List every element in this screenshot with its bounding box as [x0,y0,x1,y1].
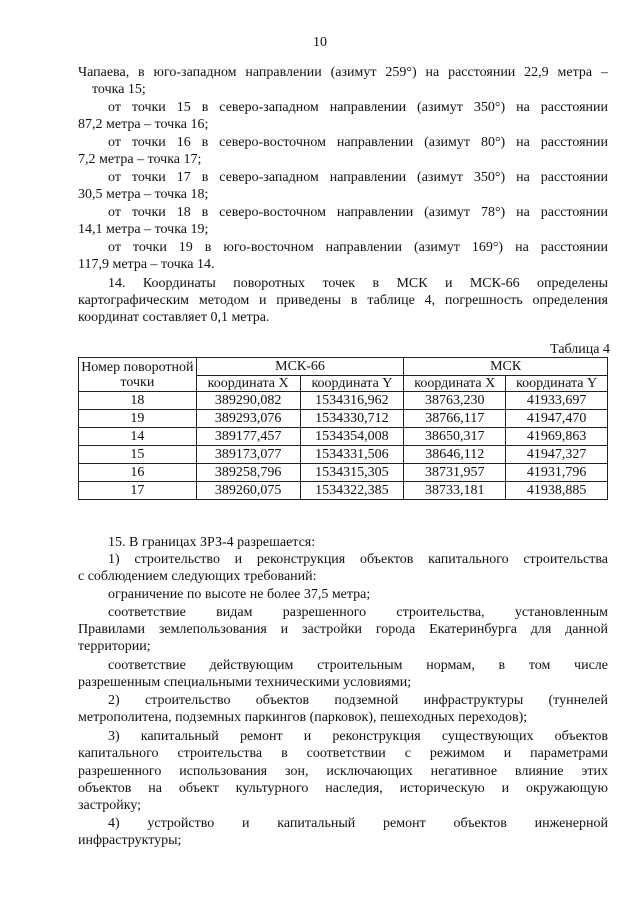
cell-point: 15 [79,446,197,464]
header-point-number: Номер поворотной точки [79,358,197,392]
clause15-item1-line-1: 1) строительство и реконструкция объектов капитального строительства [108,552,608,567]
table-caption: Таблица 4 [550,342,610,357]
cell-msk66-y: 1534315,305 [300,464,404,482]
coordinates-table [78,357,608,500]
segment-4-line-2: 14,1 метра – точка 19; [78,222,209,237]
table-row [79,482,608,500]
clause15-item3-line-4: объектов на объект культурного наследия, историческую и окружающую [78,781,608,796]
segment-5-line-1: от точки 19 в юго-восточном направлении (азимут 169°) на расстоянии [108,240,608,255]
segment-1-line-2: 87,2 метра – точка 16; [78,117,209,132]
cell-msk-y: 41947,470 [506,410,608,428]
segment-5-line-2: 117,9 метра – точка 14. [78,257,215,272]
segment-2-line-2: 7,2 метра – точка 17; [78,152,202,167]
clause15-item3-line-5: застройку; [78,798,142,813]
clause15-item2-line-2: метрополитена, подземных паркингов (парковок), пешеходных переходов); [78,710,528,725]
clause15-item2-line-1: 2) строительство объектов подземной инфраструктуры (туннелей [108,693,608,708]
cell-msk66-x: 389258,796 [196,464,300,482]
cell-msk66-x: 389290,082 [196,392,300,410]
cell-point: 19 [79,410,197,428]
segment-1-line-1: от точки 15 в северо-западном направлении (азимут 350°) на расстоянии [108,100,608,115]
clause15-item3-line-2: капитального строительства в соответствии с режимом и параметрами [78,746,608,761]
cell-msk-x: 38650,317 [404,428,506,446]
cell-point: 14 [79,428,197,446]
clause15-req3-line-2: разрешенным специальными техническими условиями; [78,675,412,690]
cell-msk-x: 38766,117 [404,410,506,428]
header-msk: МСК [404,358,608,376]
clause15-item4-line-2: инфраструктуры; [78,833,182,848]
table-row [79,410,608,428]
header-msk-y: координата Y [506,376,608,392]
cell-msk-x: 38646,112 [404,446,506,464]
clause15-req2-line-3: территории; [78,639,151,654]
intro-line-1: Чапаева, в юго-западном направлении (азимут 259°) на расстоянии 22,9 метра – [78,65,608,80]
clause15-req1: ограничение по высоте не более 37,5 метра; [108,587,371,602]
cell-point: 16 [79,464,197,482]
cell-msk66-y: 1534330,712 [300,410,404,428]
clause15-heading: 15. В границах ЗРЗ-4 разрешается: [108,535,316,550]
cell-msk-y: 41969,863 [506,428,608,446]
cell-msk-y: 41933,697 [506,392,608,410]
clause15-req3-line-1: соответствие действующим строительным нормам, в том числе [108,658,608,673]
cell-msk-x: 38731,957 [404,464,506,482]
clause14-line-2: картографическим методом и приведены в таблице 4, погрешность определения [78,293,608,308]
clause15-item3-line-1: 3) капитальный ремонт и реконструкция существующих объектов [108,729,608,744]
clause15-item3-line-3: разрешенного использования зон, исключающих негативное влияние этих [78,764,608,779]
segment-3-line-2: 30,5 метра – точка 18; [78,187,209,202]
page-number: 10 [313,35,327,50]
header-msk66-x: координата X [196,376,300,392]
cell-msk-x: 38763,230 [404,392,506,410]
cell-msk-y: 41931,796 [506,464,608,482]
cell-msk66-x: 389293,076 [196,410,300,428]
clause15-req2-line-2: Правилами землепользования и застройки города Екатеринбурга для данной [78,622,608,637]
header-msk66-y: координата Y [300,376,404,392]
intro-line-2: точка 15; [92,82,146,97]
cell-msk66-y: 1534354,008 [300,428,404,446]
segment-3-line-1: от точки 17 в северо-западном направлении (азимут 350°) на расстоянии [108,170,608,185]
table-row [79,428,608,446]
segment-4-line-1: от точки 18 в северо-восточном направлении (азимут 78°) на расстоянии [108,205,608,220]
cell-msk-x: 38733,181 [404,482,506,500]
header-msk-x: координата X [404,376,506,392]
cell-point: 18 [79,392,197,410]
table-row [79,464,608,482]
cell-msk66-y: 1534316,962 [300,392,404,410]
cell-msk66-x: 389173,077 [196,446,300,464]
cell-msk66-y: 1534322,385 [300,482,404,500]
cell-msk66-y: 1534331,506 [300,446,404,464]
clause15-item1-line-2: с соблюдением следующих требований: [78,569,317,584]
clause15-item4-line-1: 4) устройство и капитальный ремонт объектов инженерной [108,816,608,831]
clause14-line-1: 14. Координаты поворотных точек в МСК и МСК-66 определены [108,276,608,291]
segment-2-line-1: от точки 16 в северо-восточном направлении (азимут 80°) на расстоянии [108,135,608,150]
cell-msk-y: 41938,885 [506,482,608,500]
table-row [79,392,608,410]
header-msk66: МСК-66 [196,358,404,376]
cell-msk66-x: 389260,075 [196,482,300,500]
cell-msk66-x: 389177,457 [196,428,300,446]
cell-msk-y: 41947,327 [506,446,608,464]
clause15-req2-line-1: соответствие видам разрешенного строительства, установленным [108,605,608,620]
cell-point: 17 [79,482,197,500]
table-row [79,446,608,464]
clause14-line-3: координат составляет 0,1 метра. [78,310,270,325]
